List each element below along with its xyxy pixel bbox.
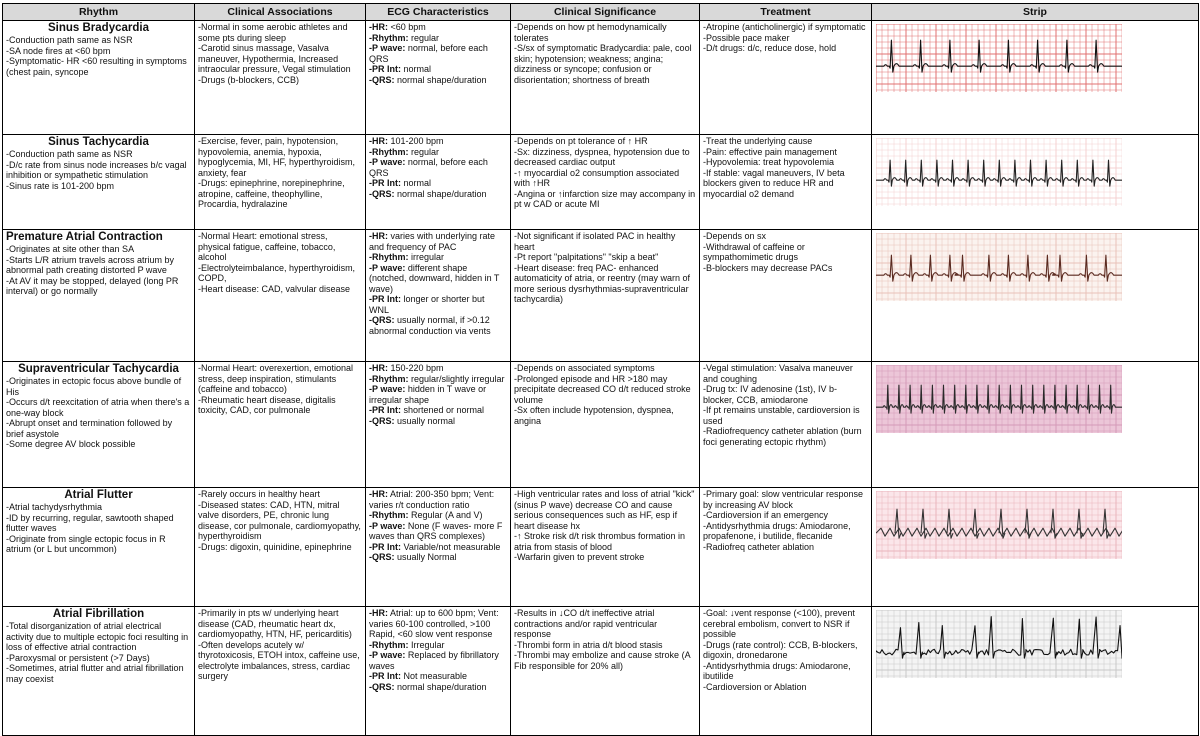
arrhythmia-table xyxy=(2,3,1199,736)
rhythm-name: Sinus Bradycardia xyxy=(48,22,149,34)
association-line: -Drugs (b-blockers, CCB) xyxy=(198,74,300,85)
association-line: -Drugs: digoxin, quinidine, epinephrine xyxy=(198,541,352,552)
rhythm-name: Supraventricular Tachycardia xyxy=(18,363,179,375)
rhythm-row xyxy=(3,135,1199,230)
ecg-line xyxy=(369,521,507,542)
significance-line: -Pt report "palpitations" "skip a beat" xyxy=(514,252,659,262)
ecg-value: <60 bpm xyxy=(388,22,426,32)
ecg-strip-cell xyxy=(872,230,1199,362)
ecg-line xyxy=(369,157,507,178)
ecg-value: Atrial: up to 600 bpm; Vent: varies 60-100 controlled, >100 Rapid, <60 slow vent response xyxy=(369,608,499,639)
header-strip: Strip xyxy=(872,4,1199,21)
ecg-value: 150-220 bpm xyxy=(388,363,444,373)
ecg-value: normal shape/duration xyxy=(394,681,487,692)
ecg-value: Irregular xyxy=(408,639,445,650)
ecg-line xyxy=(369,374,507,385)
ecg-value: None (F waves- more F waves than QRS complexes) xyxy=(369,520,503,541)
ecg-key: -QRS: xyxy=(369,681,395,692)
significance-line: -Sx often include hypotension, dyspnea, angina xyxy=(514,405,674,426)
significance-line: -Not significant if isolated PAC in healthy heart xyxy=(514,231,676,252)
rhythm-name: Sinus Tachycardia xyxy=(48,136,149,148)
treatment-cell xyxy=(700,135,872,230)
rhythm-cell xyxy=(3,607,195,736)
rhythm-description-line: -ID by recurring, regular, sawtooth shaped flutter waves xyxy=(6,512,174,533)
clinical-associations-cell xyxy=(195,488,366,607)
clinical-significance-cell xyxy=(511,21,700,135)
rhythm-cell xyxy=(3,230,195,362)
ecg-line xyxy=(369,189,507,200)
ecg-key: -HR: xyxy=(369,231,388,241)
rhythm-description-line: -Symptomatic- HR <60 resulting in symptoms (chest pain, syncope xyxy=(6,56,187,77)
ecg-value: regular xyxy=(408,146,440,157)
treatment-line: -Depends on sx xyxy=(703,231,767,241)
ecg-value: usually Normal xyxy=(394,552,457,562)
ecg-key: -Rhythm: xyxy=(369,639,409,650)
association-line: -Diseased states: CAD, HTN, mitral valve disorders, PE, chronic lung disease, cor pulmonale, cardiomyopathy, hyperthyroidism xyxy=(198,499,361,541)
association-line: -Normal Heart: emotional stress, physical fatigue, caffeine, tobacco, alcohol xyxy=(198,231,336,262)
ecg-key: -Rhythm: xyxy=(369,373,409,384)
treatment-line: -Primary goal: slow ventricular response by increasing AV block xyxy=(703,489,864,510)
ecg-key: -PR Int: xyxy=(369,541,401,552)
ecg-value: shortened or normal xyxy=(401,405,485,415)
ecg-value: different shape (notched, downward, hidden in T wave) xyxy=(369,262,500,294)
treatment-line: -Cardioversion or Ablation xyxy=(703,681,807,692)
strip-background xyxy=(876,491,1122,559)
ecg-value: hidden in T wave or irregular shape xyxy=(369,384,487,405)
ecg-characteristics-cell xyxy=(366,21,511,135)
ecg-key: -P wave: xyxy=(369,43,406,53)
rhythm-description-line: -Atrial tachydysrhythmia xyxy=(6,502,103,512)
treatment-line: -Drug tx: IV adenosine (1st), IV b-blocker, CCB, amiodarone xyxy=(703,384,838,405)
significance-line: -S/sx of symptomatic Bradycardia: pale, cool skin; hypotension; weakness; angina; dizziness or syncope; confusion or disorientation; shortness of breath xyxy=(514,43,692,85)
rhythm-row xyxy=(3,488,1199,607)
treatment-line: -If stable: vagal maneuvers, IV beta blockers given to reduce HR and myocardial o2 demand xyxy=(703,167,845,199)
ecg-strip-cell xyxy=(872,488,1199,607)
ecg-value: normal shape/duration xyxy=(394,74,487,85)
ecg-value: regular xyxy=(408,32,440,43)
treatment-cell xyxy=(700,607,872,736)
header-rhythm: Rhythm xyxy=(3,4,195,21)
rhythm-description-line: -Abrupt onset and termination followed by brief asystole xyxy=(6,418,173,439)
treatment-line: -Treat the underlying cause xyxy=(703,136,813,146)
significance-line: -Results in ↓CO d/t ineffective atrial contractions and/or rapid ventricular response xyxy=(514,608,658,639)
rhythm-description-line: -Starts L/R atrium travels across atrium by abnormal path creating distorted P wave xyxy=(6,254,175,275)
ecg-characteristics-cell xyxy=(366,607,511,736)
strip-background xyxy=(876,233,1122,301)
ecg-line xyxy=(369,416,507,427)
ecg-key: -P wave: xyxy=(369,650,406,660)
rhythm-name: Premature Atrial Contraction xyxy=(6,231,163,243)
ecg-characteristics-cell xyxy=(366,362,511,488)
rhythm-description-line: -Occurs d/t reexcitation of atria when there's a one-way block xyxy=(6,397,190,418)
ecg-value: varies with underlying rate and frequency of PAC xyxy=(369,231,496,252)
rhythm-cell xyxy=(3,362,195,488)
ecg-value: usually normal xyxy=(394,415,456,426)
significance-line: -Depends on pt tolerance of ↑ HR xyxy=(514,136,648,146)
ecg-strip-svt xyxy=(876,365,1122,433)
treatment-line: -Withdrawal of caffeine or sympathomimetic drugs xyxy=(703,241,805,262)
ecg-line xyxy=(369,178,507,189)
ecg-value: longer or shorter but WNL xyxy=(369,294,485,315)
ecg-line xyxy=(369,682,507,693)
rhythm-description-line: -Total disorganization of atrial electrical activity due to multiple ectopic foci resulting in loss of effective atrial contraction xyxy=(6,621,189,652)
rhythm-description-line: -SA node fires at <60 bpm xyxy=(6,45,111,56)
association-line: -Exercise, fever, pain, hypotension, hypovolemia, anemia, hypoxia, hypoglycemia, MI, HF, hyperthyroidism, anxiety, fear xyxy=(198,136,356,178)
ecg-value: normal xyxy=(401,178,432,188)
ecg-line xyxy=(369,552,507,563)
rhythm-description-line: -Some degree AV block possible xyxy=(6,439,136,449)
clinical-significance-cell xyxy=(511,230,700,362)
header-ecg-characteristics: ECG Characteristics xyxy=(366,4,511,21)
ecg-key: -PR Int: xyxy=(369,178,401,188)
rhythm-description-line: -Paroxysmal or persistent (>7 Days) xyxy=(6,652,150,663)
ecg-strip-brady xyxy=(876,24,1122,92)
association-line: -Often develops acutely w/ thyrotoxicosis, ETOH intox, caffeine use, electrolyte imbalances, stress, cardiac surgery xyxy=(198,639,360,681)
ecg-strip-cell xyxy=(872,362,1199,488)
ecg-strip-cell xyxy=(872,607,1199,736)
header-clinical-significance: Clinical Significance xyxy=(511,4,700,21)
rhythm-cell xyxy=(3,21,195,135)
ecg-line xyxy=(369,363,507,374)
treatment-line: -Vegal stimulation: Vasalva maneuver and coughing xyxy=(703,363,853,384)
ecg-line xyxy=(369,510,507,521)
header-clinical-associations: Clinical Associations xyxy=(195,4,366,21)
association-line: -Heart disease: CAD, valvular disease xyxy=(198,283,351,294)
significance-line: -Warfarin given to prevent stroke xyxy=(514,552,645,562)
treatment-line: -Possible pace maker xyxy=(703,32,790,43)
ecg-line xyxy=(369,315,507,336)
ecg-key: -P wave: xyxy=(369,157,406,167)
ecg-key: -HR: xyxy=(369,22,388,32)
ecg-value: normal xyxy=(401,64,432,74)
header-treatment: Treatment xyxy=(700,4,872,21)
treatment-line: -D/t drugs: d/c, reduce dose, hold xyxy=(703,43,837,53)
ecg-characteristics-cell xyxy=(366,135,511,230)
strip-background xyxy=(876,24,1122,92)
ecg-line xyxy=(369,608,507,640)
rhythm-description-line: -Originates in ectopic focus above bundle of His xyxy=(6,376,182,397)
ecg-key: -QRS: xyxy=(369,74,395,85)
ecg-line xyxy=(369,252,507,263)
ecg-key: -Rhythm: xyxy=(369,252,409,262)
ecg-value: Not measurable xyxy=(401,671,468,681)
ecg-line xyxy=(369,231,507,252)
ecg-line xyxy=(369,64,507,75)
rhythm-description-line: -Sinus rate is 101-200 bpm xyxy=(6,180,115,191)
clinical-significance-cell xyxy=(511,488,700,607)
treatment-line: -Radiofrequency catheter ablation (burn foci generating ectopic rhythm) xyxy=(703,426,862,447)
rhythm-description-line: -Conduction path same as NSR xyxy=(6,149,133,159)
rhythm-row xyxy=(3,362,1199,488)
ecg-line xyxy=(369,75,507,86)
association-line: -Rarely occurs in healthy heart xyxy=(198,489,321,499)
clinical-associations-cell xyxy=(195,230,366,362)
ecg-key: -QRS: xyxy=(369,188,395,199)
ecg-value: Replaced by fibrillatory waves xyxy=(369,650,499,671)
rhythm-description-line: -Originate from single ectopic focus in R atrium (or L but uncommon) xyxy=(6,533,166,554)
association-line: -Primarily in pts w/ underlying heart disease (CAD, rheumatic heart dx, cardiomyopathy, HTN, HF, pericarditis) xyxy=(198,608,352,639)
ecg-key: -QRS: xyxy=(369,415,395,426)
ecg-line xyxy=(369,136,507,147)
association-line: -Normal in some aerobic athletes and some pts during sleep xyxy=(198,22,348,43)
ecg-key: -HR: xyxy=(369,136,388,146)
treatment-cell xyxy=(700,362,872,488)
significance-line: -↑ myocardial o2 consumption associated with ↑HR xyxy=(514,167,680,188)
rhythm-row xyxy=(3,607,1199,736)
association-line: -Normal Heart: overexertion, emotional stress, deep inspiration, stimulants (caffeine and tobacco) xyxy=(198,363,354,394)
ecg-value: Regular (A and V) xyxy=(408,510,483,520)
ecg-key: -QRS: xyxy=(369,552,395,562)
ecg-key: -QRS: xyxy=(369,315,395,325)
association-line: -Drugs: epinephrine, norepinephrine, atropine, caffeine, theophylline, Procardia, hydralazine xyxy=(198,178,345,209)
rhythm-description-line: -Originates at site other than SA xyxy=(6,244,135,254)
ecg-key: -PR Int: xyxy=(369,64,401,74)
clinical-associations-cell xyxy=(195,362,366,488)
ecg-key: -P wave: xyxy=(369,520,406,531)
ecg-line xyxy=(369,671,507,682)
ecg-key: -HR: xyxy=(369,608,388,618)
treatment-line: -Drugs (rate control): CCB, B-blockers, digoxin, dronedarone xyxy=(703,639,858,660)
ecg-characteristics-cell xyxy=(366,230,511,362)
arrhythmia-reference-sheet xyxy=(2,3,1198,707)
ecg-strip-pac xyxy=(876,233,1122,301)
treatment-line: -Cardioversion if an emergency xyxy=(703,510,829,520)
significance-line: -High ventricular rates and loss of atrial "kick" (sinus P wave) decrease CO and cause serious consequences such as HF, esp if heart disease hx xyxy=(514,489,695,531)
ecg-line xyxy=(369,22,507,33)
ecg-key: -PR Int: xyxy=(369,671,401,681)
ecg-value: usually normal, if >0.12 abnormal conduction via vents xyxy=(369,315,491,336)
treatment-line: -Antidysrhythmia drugs: Amiodarone, propafenone, i butilide, flecanide xyxy=(703,520,851,541)
treatment-cell xyxy=(700,230,872,362)
ecg-key: -Rhythm: xyxy=(369,146,409,157)
ecg-line xyxy=(369,147,507,158)
header-row xyxy=(3,4,1199,21)
ecg-key: -PR Int: xyxy=(369,405,401,415)
treatment-line: -Radiofreq catheter ablation xyxy=(703,541,815,552)
ecg-line xyxy=(369,640,507,651)
ecg-value: normal, before each QRS xyxy=(369,43,488,64)
ecg-line xyxy=(369,384,507,405)
significance-line: -Sx: dizziness, dyspnea, hypotension due to decreased cardiac output xyxy=(514,146,690,167)
ecg-line xyxy=(369,294,507,315)
treatment-cell xyxy=(700,21,872,135)
rhythm-row xyxy=(3,230,1199,362)
ecg-characteristics-cell xyxy=(366,488,511,607)
treatment-line: -Hypovolemia: treat hypovolemia xyxy=(703,157,835,167)
rhythm-row xyxy=(3,21,1199,135)
significance-line: -Prolonged episode and HR >180 may precipitate decreased CO d/t reduced stroke volume xyxy=(514,373,691,405)
ecg-line xyxy=(369,650,507,671)
treatment-line: -Atropine (anticholinergic) if symptomatic xyxy=(703,22,866,32)
ecg-key: -P wave: xyxy=(369,384,406,394)
ecg-line xyxy=(369,405,507,416)
clinical-significance-cell xyxy=(511,607,700,736)
ecg-strip-afib xyxy=(876,610,1122,678)
ecg-key: -HR: xyxy=(369,489,388,499)
treatment-line: -B-blockers may decrease PACs xyxy=(703,262,833,273)
significance-line: -Depends on how pt hemodynamically tolerates xyxy=(514,22,667,43)
ecg-value: regular/slightly irregular xyxy=(408,373,505,384)
significance-line: -Heart disease: freq PAC- enhanced automaticity of atria, or reentry (may warn of more serious dysrhythmias-supraventricular tachycardia) xyxy=(514,262,691,304)
significance-line: -Angina or ↑infarction size may accompany in pt w CAD or acute MI xyxy=(514,188,696,209)
ecg-key: -HR: xyxy=(369,363,388,373)
ecg-value: Atrial: 200-350 bpm; Vent: varies r/t conduction ratio xyxy=(369,489,495,510)
association-line: -Carotid sinus massage, Vasalva maneuver, Hypothermia, Increased intraocular pressure, Vegal stimulation xyxy=(198,43,351,74)
rhythm-cell xyxy=(3,135,195,230)
treatment-cell xyxy=(700,488,872,607)
significance-line: -Thrombi form in atria d/t blood stasis xyxy=(514,639,663,650)
ecg-line xyxy=(369,263,507,295)
ecg-strip-tachy xyxy=(876,138,1122,206)
clinical-associations-cell xyxy=(195,21,366,135)
rhythm-cell xyxy=(3,488,195,607)
rhythm-description-line: -At AV it may be stopped, delayed (long PR interval) or go normally xyxy=(6,275,179,296)
ecg-key: -PR Int: xyxy=(369,294,401,304)
ecg-value: 101-200 bpm xyxy=(388,136,444,146)
rhythm-description-line: -Conduction path same as NSR xyxy=(6,35,133,45)
significance-line: -↑ Stroke risk d/t risk thrombus formation in atria from stasis of blood xyxy=(514,531,686,552)
treatment-line: -Pain: effective pain management xyxy=(703,146,837,157)
clinical-significance-cell xyxy=(511,362,700,488)
ecg-value: normal, before each QRS xyxy=(369,157,488,178)
treatment-line: -Goal: ↓vent response (<100), prevent cerebral embolism, convert to NSR if possible xyxy=(703,608,855,639)
rhythm-description-line: -Sometimes, atrial flutter and atrial fibrillation may coexist xyxy=(6,663,184,684)
ecg-line xyxy=(369,542,507,553)
ecg-key: -Rhythm: xyxy=(369,510,409,520)
ecg-line xyxy=(369,489,507,510)
significance-line: -Thrombi may embolize and cause stroke (A Fib responsible for 20% all) xyxy=(514,650,691,671)
ecg-strip-cell xyxy=(872,135,1199,230)
clinical-associations-cell xyxy=(195,135,366,230)
rhythm-description-line: -D/c rate from sinus node increases b/c vagal inhibition or sympathetic stimulation xyxy=(6,159,187,180)
ecg-value: Variable/not measurable xyxy=(401,541,501,552)
rhythm-name: Atrial Flutter xyxy=(64,489,133,501)
strip-background xyxy=(876,610,1122,678)
rhythm-name: Atrial Fibrillation xyxy=(52,608,145,620)
ecg-key: -Rhythm: xyxy=(369,32,409,43)
ecg-value: normal shape/duration xyxy=(394,188,487,199)
clinical-associations-cell xyxy=(195,607,366,736)
treatment-line: -If pt remains unstable, cardioversion is used xyxy=(703,405,860,426)
ecg-strip-flutter xyxy=(876,491,1122,559)
ecg-strip-cell xyxy=(872,21,1199,135)
significance-line: -Depends on associated symptoms xyxy=(514,363,655,373)
association-line: -Electrolyteimbalance, hyperthyroidism, COPD, xyxy=(198,262,356,283)
ecg-value: irregular xyxy=(408,252,445,262)
ecg-key: -P wave: xyxy=(369,262,406,273)
treatment-line: -Antidysrhythmia drugs: Amiodarone, ibutilide xyxy=(703,660,851,681)
ecg-line xyxy=(369,43,507,64)
clinical-significance-cell xyxy=(511,135,700,230)
association-line: -Rheumatic heart disease, digitalis toxicity, CAD, cor pulmonale xyxy=(198,394,336,415)
ecg-line xyxy=(369,33,507,44)
